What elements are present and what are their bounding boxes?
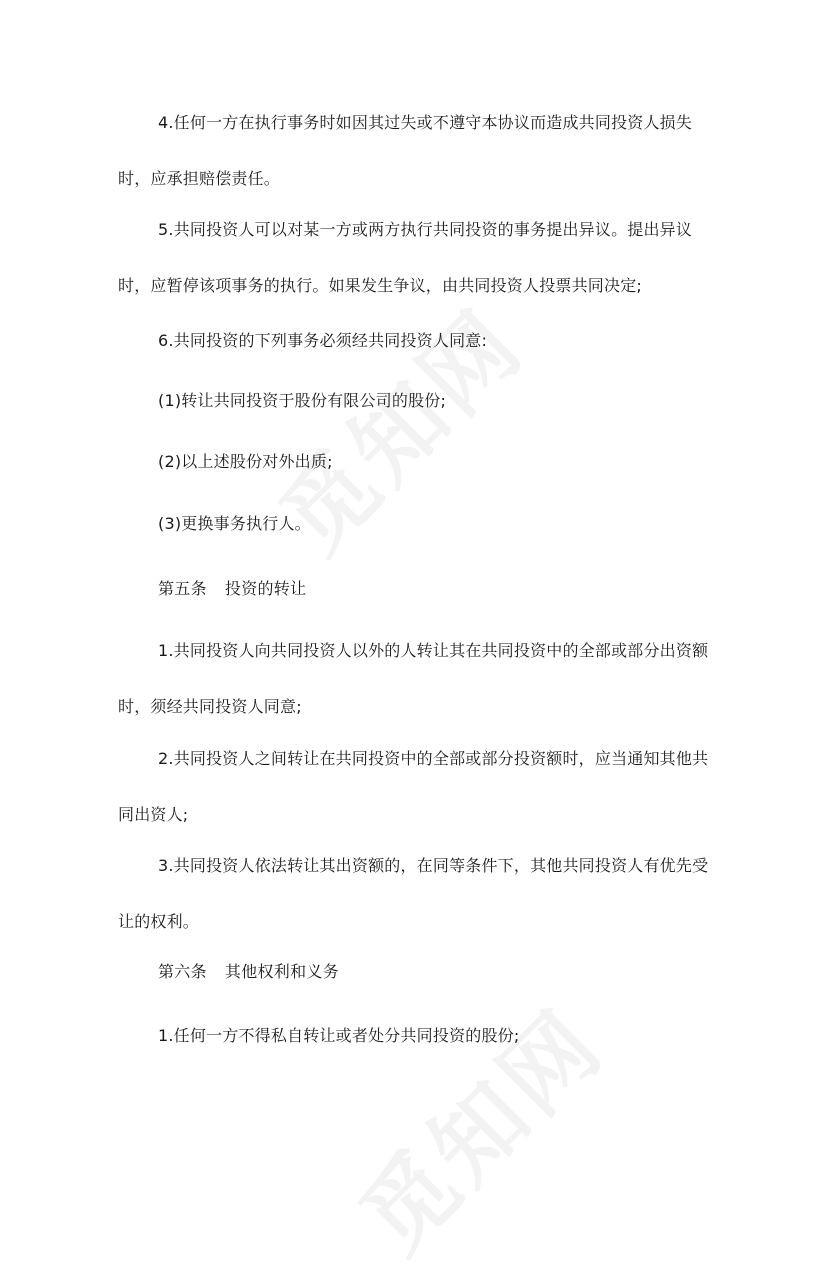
clause-paragraph: 5.共同投资人可以对某一方或两方执行共同投资的事务提出异议。提出异议时，应暂停该项事务的执行。如果发生争议，由共同投资人投票共同决定; xyxy=(118,220,693,295)
article-title: 其他权利和义务 xyxy=(224,962,340,981)
clause-paragraph: 1.任何一方不得私自转让或者处分共同投资的股份; xyxy=(158,1026,520,1045)
article-label: 第六条 xyxy=(158,962,207,981)
clause-paragraph: 1.共同投资人向共同投资人以外的人转让其在共同投资中的全部或部分出资额时，须经共同投资人同意; xyxy=(118,641,709,716)
article-label: 第五条 xyxy=(158,579,207,598)
article-title: 投资的转让 xyxy=(224,579,307,598)
article-heading xyxy=(118,962,718,982)
list-item: (3)更换事务执行人。 xyxy=(158,514,311,533)
list-item: (1)转让共同投资于股份有限公司的股份; xyxy=(158,391,447,410)
watermark xyxy=(326,975,627,1276)
clause-paragraph: 6.共同投资的下列事务必须经共同投资人同意: xyxy=(158,331,488,350)
clause-paragraph: 4.任何一方在执行事务时如因其过失或不遵守本协议而造成共同投资人损失时，应承担赔偿责任。 xyxy=(118,113,693,188)
clause-paragraph: 3.共同投资人依法转让其出资额的，在同等条件下，其他共同投资人有优先受让的权利。 xyxy=(118,856,709,931)
article-heading xyxy=(118,579,718,599)
clause-paragraph: 2.共同投资人之间转让在共同投资中的全部或部分投资额时，应当通知其他共同出资人; xyxy=(118,749,709,824)
list-item: (2)以上述股份对外出质; xyxy=(158,452,333,471)
